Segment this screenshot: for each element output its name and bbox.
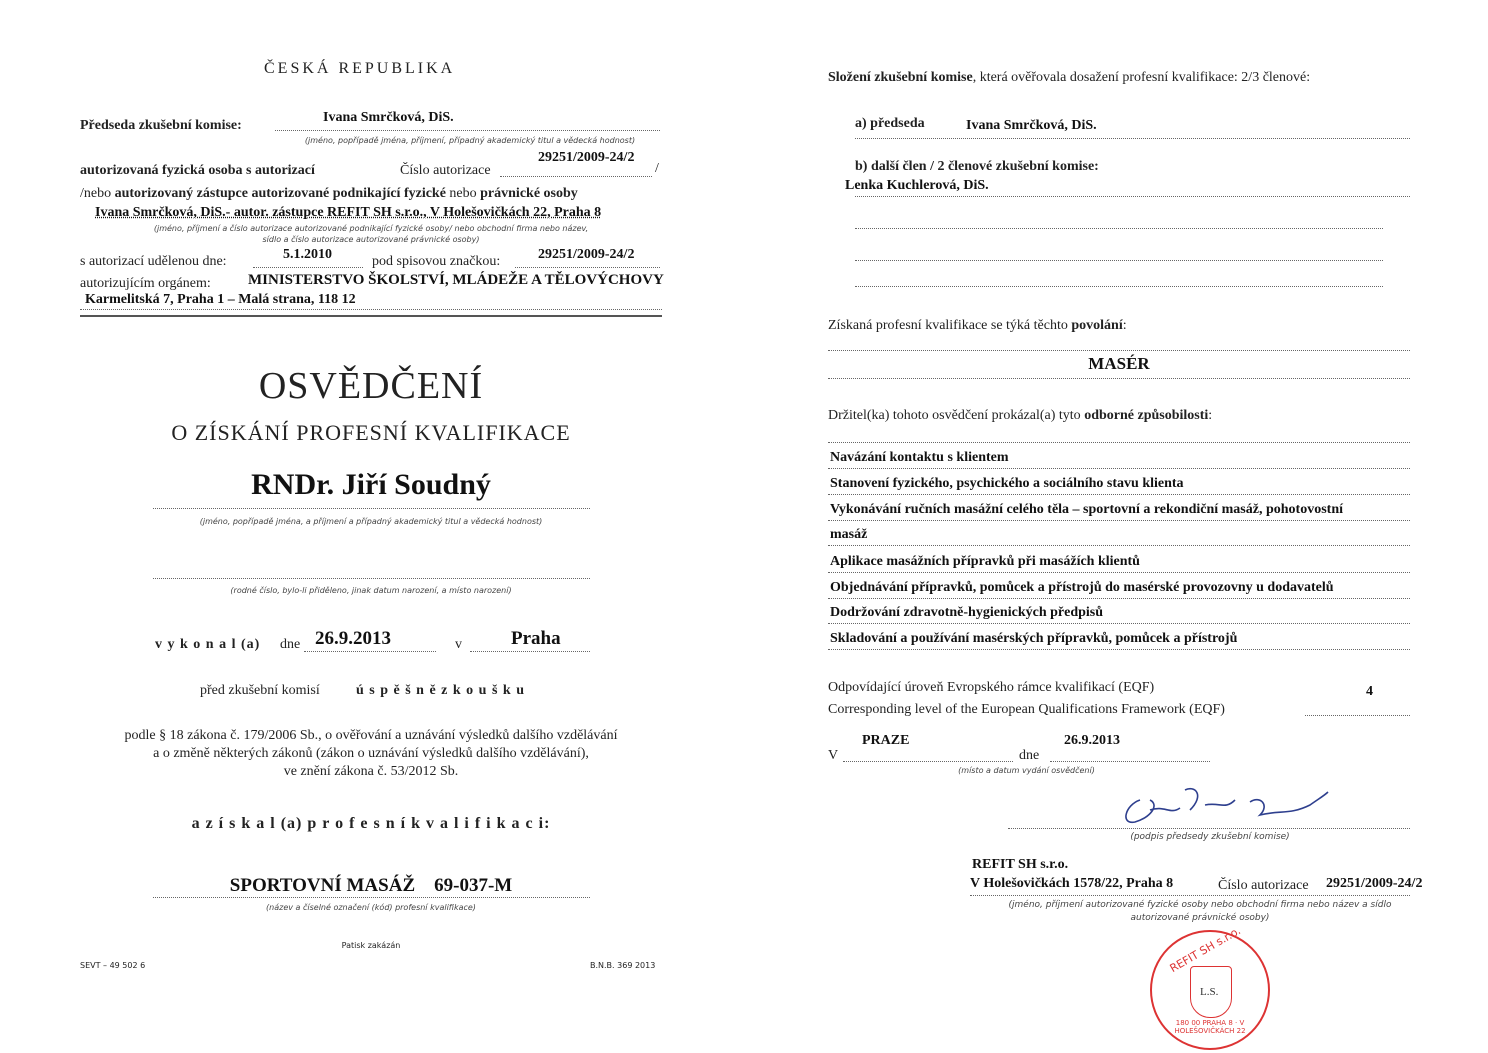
- dotted-line: [80, 309, 662, 310]
- authority-label: autorizujícím orgánem:: [80, 276, 211, 291]
- law-text: a o změně některých zákonů (zákon o uznávání výsledků dalšího vzdělávání),: [153, 746, 589, 761]
- law-text: podle § 18 zákona č. 179/2006 Sb., o ověřování a uznávání výsledků dalšího vzdělávání: [124, 728, 618, 743]
- official-stamp: [1150, 924, 1270, 1050]
- eqf-label-cz: Odpovídající úroveň Evropského rámce kvalifikací (EQF): [828, 680, 1155, 695]
- eqf-value: 4: [1366, 684, 1373, 699]
- authority-value: MINISTERSTVO ŠKOLSTVÍ, MLÁDEŽE A TĚLOVÝCHOVY: [248, 272, 664, 288]
- competence-label: Držitel(ka) tohoto osvědčení prokázal(a) tyto odborné způsobilosti:: [828, 408, 1213, 423]
- competence-item: Aplikace masážních přípravků při masážích klientů: [830, 554, 1140, 569]
- qualification-value: SPORTOVNÍ MASÁŽ 69-037-M: [229, 875, 513, 896]
- divider: [80, 315, 662, 317]
- dotted-line: [828, 545, 1410, 546]
- slash: /: [655, 161, 659, 176]
- dotted-line: [828, 623, 1410, 624]
- dotted-line: [855, 138, 1410, 139]
- place-hint: (místo a datum vydání osvědčení): [958, 766, 1095, 775]
- competence-label-text: Držitel(ka) tohoto osvědčení prokázal(a) tyto: [828, 408, 1081, 423]
- competence-item: Objednávání přípravků, pomůcek a přístrojů do masérské provozovny u dodavatelů: [830, 580, 1334, 595]
- auth-number-value: 29251/2009-24/2: [538, 150, 635, 165]
- competence-item: Navázání kontaktu s klientem: [830, 450, 1009, 465]
- or-text: nebo: [449, 186, 477, 201]
- dotted-line: [153, 897, 590, 898]
- law-text: ve znění zákona č. 53/2012 Sb.: [283, 764, 459, 779]
- org-hint: (jméno, příjmení autorizované fyzické osoby nebo obchodní firma nebo název a sídlo: [1008, 900, 1392, 910]
- rep-type: autorizovaný zástupce autorizované podnikající fyzické: [114, 186, 446, 201]
- member-value: Lenka Kuchlerová, DiS.: [845, 178, 989, 193]
- competence-item: Dodržování zdravotně-hygienických předpisů: [830, 605, 1104, 620]
- dotted-line: [304, 651, 436, 652]
- dotted-line: [153, 578, 590, 579]
- profession-label-bold: povolání: [1071, 318, 1123, 333]
- performed-place: Praha: [511, 628, 561, 649]
- chair-value: Ivana Smrčková, DiS.: [966, 118, 1097, 133]
- obtained-label: a z í s k a l (a) p r o f e s n í k v a l i f i k a c i:: [191, 815, 551, 832]
- dotted-line: [275, 130, 660, 131]
- dotted-line: [153, 508, 590, 509]
- exam-label: před zkušební komisí: [200, 683, 320, 698]
- dotted-line: [515, 267, 660, 268]
- stamp-ls: L.S.: [1200, 986, 1219, 998]
- auth-number-label: Číslo autorizace: [400, 163, 491, 178]
- holder-hint: (jméno, popřípadě jména, a příjmení a případný akademický titul a vědecká hodnost): [199, 517, 543, 526]
- file-value: 29251/2009-24/2: [538, 247, 635, 262]
- day-label: dne: [280, 637, 301, 652]
- document-subtitle: O ZÍSKÁNÍ PROFESNÍ KVALIFIKACE: [171, 420, 571, 445]
- org-hint: autorizované právnické osoby): [1130, 913, 1270, 923]
- committee-label: [828, 70, 1310, 86]
- auth-person-label: autorizovaná fyzická osoba s autorizací: [80, 163, 315, 178]
- dotted-line: [828, 442, 1410, 443]
- dotted-line: [855, 196, 1410, 197]
- granted-value: 5.1.2010: [283, 247, 332, 262]
- dotted-line: [855, 228, 1383, 229]
- country-heading: ČESKÁ REPUBLIKA: [264, 60, 456, 77]
- footer-right: B.N.B. 369 2013: [590, 961, 656, 970]
- profession-label-text: Získaná profesní kvalifikace se týká těchto: [828, 318, 1068, 333]
- auth-label: Číslo autorizace: [1218, 878, 1309, 893]
- dotted-line: [828, 468, 1410, 469]
- dotted-line: [828, 572, 1410, 573]
- profession-value: MASÉR: [1088, 354, 1150, 373]
- file-label: pod spisovou značkou:: [372, 254, 501, 269]
- org-name: REFIT SH s.r.o.: [972, 857, 1069, 872]
- dotted-line: [1008, 828, 1410, 829]
- chair-label: Předseda zkušební komise:: [80, 118, 242, 133]
- stamp-top-text: REFIT SH s.r.o.: [1167, 924, 1243, 976]
- chair-value: Ivana Smrčková, DiS.: [323, 110, 454, 125]
- legal-person: právnické osoby: [480, 186, 578, 201]
- chair-hint: (jméno, popřípadě jména, příjmení, případný akademický titul a vědecká hodnost): [304, 136, 636, 145]
- eqf-label-en: Corresponding level of the European Qualifications Framework (EQF): [828, 702, 1225, 717]
- signature: [1110, 780, 1340, 828]
- profession-label: Získaná profesní kvalifikace se týká těchto povolání:: [828, 318, 1127, 333]
- chair-label: a) předseda: [855, 116, 925, 131]
- competence-item: Vykonávání ručních masážní celého těla – sportovní a rekondiční masáž, pohotovostní: [830, 502, 1343, 517]
- dotted-line: [470, 651, 590, 652]
- dotted-line: [1050, 761, 1210, 762]
- representative-value: Ivana Smrčková, DiS.- autor. zástupce REFIT SH s.r.o., V Holešovičkách 22, Praha 8: [95, 205, 602, 220]
- performed-date: 26.9.2013: [315, 628, 391, 649]
- stamp-bottom-text: 180 00 PRAHA 8 · V HOLEŠOVIČKÁCH 22: [1174, 1019, 1246, 1035]
- org-address: V Holešovičkách 1578/22, Praha 8: [970, 876, 1174, 891]
- competence-item: Stanovení fyzického, psychického a sociálního stavu klienta: [830, 476, 1184, 491]
- dotted-line: [1305, 715, 1410, 716]
- signature-hint: (podpis předsedy zkušební komise): [1130, 832, 1290, 842]
- dotted-line: [828, 598, 1410, 599]
- footer-left: SEVT – 49 502 6: [80, 961, 146, 970]
- dotted-line: [828, 350, 1410, 351]
- committee-label-bold: Složení zkušební komise: [828, 70, 973, 85]
- member-label: b) další člen / 2 členové zkušební komise:: [855, 159, 1099, 174]
- in-label: v: [455, 637, 462, 652]
- dotted-line: [500, 176, 652, 177]
- dotted-line: [970, 895, 1410, 896]
- competence-item: masáž: [830, 527, 868, 542]
- dotted-line: [253, 267, 363, 268]
- granted-label: s autorizací udělenou dne:: [80, 254, 227, 269]
- committee-label-rest: , která ověřovala dosažení profesní kvalifikace: 2/3 členové:: [972, 70, 1311, 85]
- competence-label-bold: odborné způsobilosti: [1084, 408, 1209, 423]
- reprint-note: Patisk zakázán: [341, 941, 401, 950]
- qualification-hint: (název a číselné označení (kód) profesní kvalifikace): [266, 903, 476, 912]
- day-label: dne: [1019, 748, 1040, 763]
- issue-place: PRAZE: [862, 733, 910, 748]
- issue-date: 26.9.2013: [1064, 733, 1120, 748]
- exam-value: ú s p ě š n ě z k o u š k u: [356, 683, 525, 698]
- dotted-line: [828, 520, 1410, 521]
- or-line: [80, 186, 578, 202]
- dotted-line: [828, 378, 1410, 379]
- competence-item: Skladování a používání masérských přípravků, pomůcek a přístrojů: [830, 631, 1238, 646]
- performed-label: v y k o n a l (a): [155, 637, 261, 652]
- dotted-line: [855, 286, 1383, 287]
- dotted-line: [855, 260, 1383, 261]
- rep-hint: (jméno, příjmení a číslo autorizace autorizované podnikající fyzické osoby/ nebo obchodní firma nebo název,: [153, 224, 589, 233]
- in-label: V: [828, 748, 839, 763]
- dotted-line: [828, 494, 1410, 495]
- holder-name: RNDr. Jiří Soudný: [251, 468, 491, 501]
- or-text: /nebo: [80, 186, 112, 201]
- auth-value: 29251/2009-24/2: [1326, 876, 1423, 891]
- rep-hint: sídlo a číslo autorizace autorizované právnické osoby): [262, 235, 480, 244]
- dotted-line: [843, 761, 1013, 762]
- dotted-line: [828, 649, 1410, 650]
- document-title: OSVĚDČENÍ: [258, 365, 484, 407]
- authority-address: Karmelitská 7, Praha 1 – Malá strana, 118 12: [85, 292, 356, 307]
- birth-hint: (rodné číslo, bylo-li přiděleno, jinak datum narození, a místo narození): [230, 586, 512, 595]
